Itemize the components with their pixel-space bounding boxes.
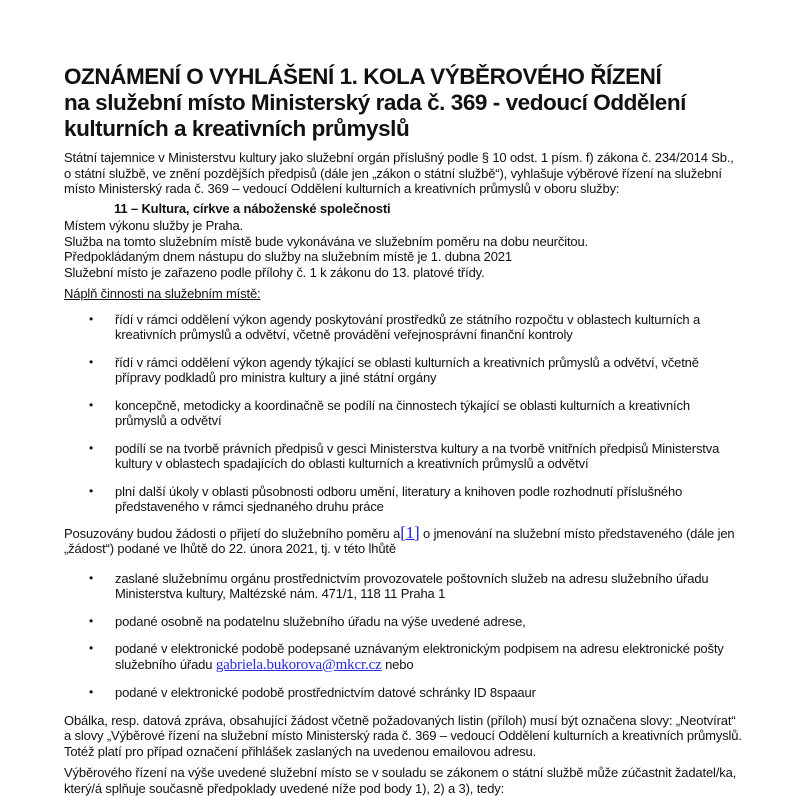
bullet-icon: • [89,570,94,585]
duty-item [64,441,744,472]
envelope-note: Obálka, resp. datová zpráva, obsahující žádost včetně požadovaných listin (příloh) musí být označena slovy: „Neotvírat“ a slovy „Výběrové řízení na služební místo Ministerský rada č. 369 – vedoucí Oddělení kulturních a kreativních průmyslů. Totéž platí pro případ označení přihlášek zaslaných na uvedenou emailovou adresu. [64,712,742,759]
document-page [64,64,744,796]
detail-place: Místem výkonu služby je Praha. [64,218,244,233]
duty-item [64,312,744,343]
submission-paragraph [64,522,744,557]
email-link[interactable]: gabriela.bukorova@mkcr.cz [215,656,382,673]
title-line-3: kulturních a kreativních průmyslů [64,116,410,141]
submission-method-databox: podané v elektronické podobě prostřednictvím datové schránky ID 8spaaur [115,685,536,700]
submission-method-item [64,571,744,602]
field-of-service: 11 – Kultura, církve a náboženské společnosti [114,200,391,216]
duties-heading: Náplň činnosti na služebním místě: [64,286,261,301]
duty-text: plní další úkoly v oblasti působnosti odboru umění, literatury a knihoven podle rozhodnutí příslušného představeného v rámci sjednaného druhu práce [115,483,683,514]
bullet-icon: • [89,354,94,369]
duty-text: řídí v rámci oddělení výkon agendy poskytování prostředků ze státního rozpočtu v oblastech kulturních a kreativních průmyslů a odvětví, včetně provádění veřejnosprávní finanční kontroly [115,311,701,342]
bullet-icon: • [89,311,94,326]
bullet-icon: • [89,641,94,655]
submission-method-post: zaslané služebnímu orgánu prostřednictvím provozovatele poštovních služeb na adresu služebního úřadu Ministerstva kultury, Maltézské nám. 471/1, 118 11 Praha 1 [115,570,709,601]
title-line-1: OZNÁMENÍ O VYHLÁŠENÍ 1. KOLA VÝBĚROVÉHO ŘÍZENÍ [64,64,662,89]
document-title [64,64,744,142]
title-line-2: na služební místo Ministerský rada č. 369 - vedoucí Oddělení [64,90,686,115]
submission-method-item [64,614,744,630]
submission-text-after: o jmenování na služební místo představeného (dále jen „žádost“) podané ve lhůtě do 22. února 2021, tj. v této lhůtě [64,525,735,556]
submission-text-before: Posuzovány budou žádosti o přijetí do služebního poměru a [64,525,401,541]
duties-list [64,312,744,515]
detail-start-date: Předpokládaným dnem nástupu do služby na služebním místě je 1. dubna 2021 [64,249,512,264]
intro-paragraph: Státní tajemnice v Ministerstvu kultury jako služební orgán příslušný podle § 10 odst. 1 písm. f) zákona č. 234/2014 Sb., o státní službě, ve znění pozdějších předpisů (dále jen „zákon o státní službě“), vyhlašuje výběrové řízení na služební místo Ministerský rada č. 369 – vedoucí Oddělení kulturních a kreativních průmyslů v oboru služby: [64,150,734,196]
bullet-icon: • [89,613,94,628]
duty-item [64,355,744,386]
submission-methods-list [64,571,744,701]
duty-text: koncepčně, metodicky a koordinačně se podílí na činnostech týkající se oblasti kulturních a kreativních průmyslů a odvětví [115,397,690,428]
submission-method-in-person: podané osobně na podatelnu služebního úřadu na výše uvedené adrese, [115,613,526,629]
duty-item [64,484,744,515]
detail-pay-grade: Služební místo je zařazeno podle přílohy č. 1 k zákonu do 13. platové třídy. [64,264,485,280]
duty-text: podílí se na tvorbě právních předpisů v gesci Ministerstva kultury a na tvorbě vnitřních předpisů Ministerstva kultury v oblastech spadajících do oblasti kulturních a kreativních průmyslů a odvětví [115,440,720,471]
footnote-reference-link[interactable]: [1] [400,522,420,542]
bullet-icon: • [89,685,94,699]
submission-method-email-after: nebo [381,656,414,672]
detail-duration: Služba na tomto služebním místě bude vykonávána ve služebním poměru na dobu neurčitou. [64,233,589,249]
duty-text: řídí v rámci oddělení výkon agendy týkající se oblasti kulturních a kreativních průmyslů a odvětví, včetně přípravy podkladů pro ministra kultury a jiné státní orgány [115,354,699,385]
bullet-icon: • [89,440,94,455]
bullet-icon: • [89,483,94,498]
submission-method-item [64,685,744,701]
submission-method-item [64,641,744,673]
submission-method-email-text: podané v elektronické podobě podepsané uznávaným elektronickým podpisem na adresu elektronické pošty služebního úřadu [115,641,724,672]
eligibility-paragraph: Výběrového řízení na výše uvedené služební místo se v souladu se zákonem o státní službě může zúčastnit žadatel/ka, který/á splňuje současně předpoklady uvedené níže pod body 1), 2) a 3), tedy: [64,765,737,796]
duty-item [64,398,744,429]
bullet-icon: • [89,397,94,412]
